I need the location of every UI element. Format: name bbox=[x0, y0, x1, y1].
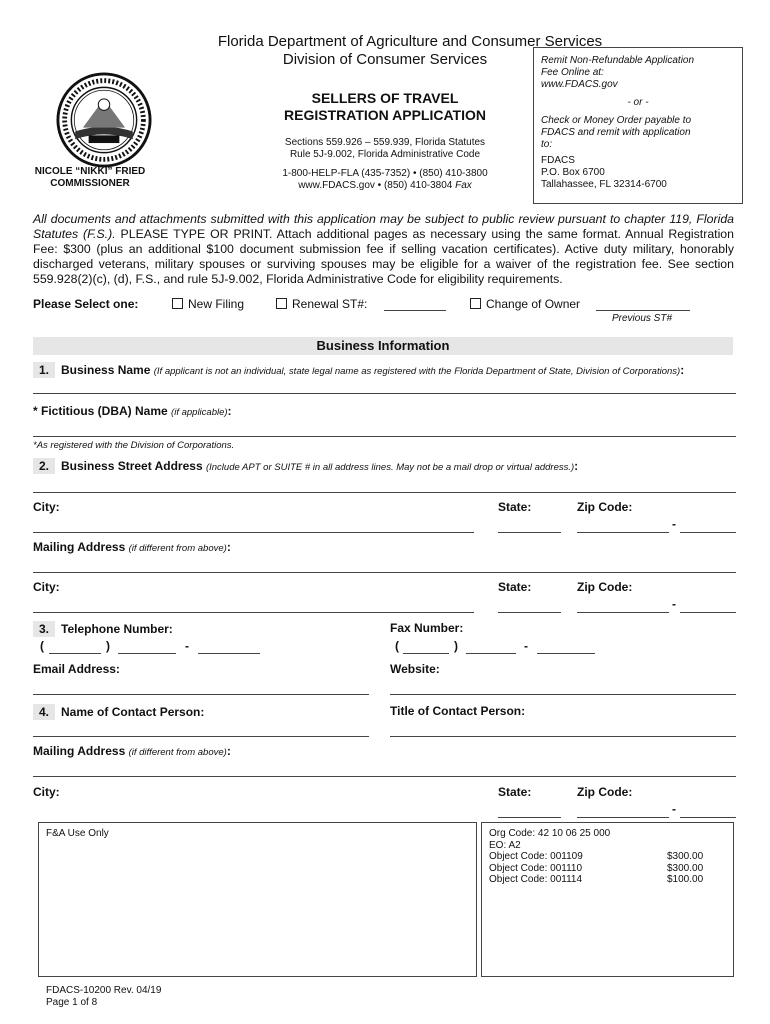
public-review-notice: All documents and attachments submitted with this application may be subject to public review pursuant to chapter 119, Florida Statutes (F.S.). bbox=[33, 212, 734, 241]
state-label: State: bbox=[498, 500, 532, 514]
mailing-text: Mailing Address bbox=[33, 540, 126, 554]
previous-st-field[interactable] bbox=[596, 310, 690, 311]
new-filing-label: New Filing bbox=[188, 297, 245, 311]
mailing-state-label: State: bbox=[498, 580, 532, 594]
contact-phones: 1-800-HELP-FLA (435-7352) • (850) 410-3800 bbox=[282, 168, 488, 179]
contact-mailing-label bbox=[33, 744, 231, 758]
telephone-text: Telephone Number: bbox=[61, 622, 173, 636]
business-name-note: (If applicant is not an individual, state legal name as registered with the Florida Department of State, Division of Corporations) bbox=[153, 366, 681, 377]
dba-colon: : bbox=[227, 404, 232, 418]
contact-name-field[interactable] bbox=[33, 736, 369, 737]
contact-zip-field[interactable] bbox=[577, 817, 669, 818]
fa-use-label: F&A Use Only bbox=[46, 828, 109, 839]
remit-check3: to: bbox=[541, 139, 553, 150]
email-label: Email Address: bbox=[33, 662, 120, 676]
remit-line1: Remit Non-Refundable Application bbox=[541, 55, 695, 66]
mailing-zip-ext-field[interactable] bbox=[680, 612, 736, 613]
field-number-1: 1. bbox=[33, 362, 55, 378]
change-owner-label: Change of Owner bbox=[486, 297, 581, 311]
object-code-row bbox=[489, 863, 707, 875]
previous-st-label: Previous ST# bbox=[612, 313, 673, 324]
contact-text: Name of Contact Person: bbox=[61, 705, 205, 719]
intro-paragraph bbox=[33, 212, 734, 287]
phone-area-code-field[interactable] bbox=[49, 653, 101, 654]
dba-field[interactable] bbox=[33, 436, 736, 437]
eo-code: EO: A2 bbox=[489, 839, 521, 851]
commissioner-name: NICOLE “NIKKI” FRIED bbox=[34, 166, 146, 177]
remit-check1: Check or Money Order payable to bbox=[541, 115, 692, 126]
agency-name: Florida Department of Agriculture and Consumer Services bbox=[217, 33, 603, 50]
mailing-city-label: City: bbox=[33, 580, 60, 594]
object-code-label: Object Code: 001110 bbox=[489, 862, 583, 874]
street-colon: : bbox=[574, 459, 579, 473]
fax-number-label: Fax Number: bbox=[390, 621, 464, 635]
contact-zip-label: Zip Code: bbox=[577, 785, 633, 799]
statutes-line2: Rule 5J-9.002, Florida Administrative Code bbox=[289, 149, 481, 160]
remit-addr2: P.O. Box 6700 bbox=[541, 167, 605, 178]
mailing-address-field[interactable] bbox=[33, 572, 736, 573]
field-number-3: 3. bbox=[33, 621, 55, 637]
city-label: City: bbox=[33, 500, 60, 514]
contact-mailing-colon: : bbox=[226, 744, 231, 758]
zip-ext-field[interactable] bbox=[680, 532, 736, 533]
field-number-2: 2. bbox=[33, 458, 55, 474]
new-filing-option[interactable] bbox=[172, 297, 244, 311]
contact-state-field[interactable] bbox=[498, 817, 561, 818]
phone-dash: - bbox=[185, 639, 189, 653]
statutes-line1: Sections 559.926 – 559.939, Florida Statutes bbox=[284, 137, 486, 148]
division-name: Division of Consumer Services bbox=[282, 51, 488, 68]
zip-label: Zip Code: bbox=[577, 500, 633, 514]
form-title-line2: REGISTRATION APPLICATION bbox=[284, 107, 486, 123]
email-field[interactable] bbox=[33, 694, 369, 695]
city-field[interactable] bbox=[33, 532, 474, 533]
fax-label: Fax bbox=[455, 180, 472, 191]
telephone-label bbox=[33, 621, 173, 637]
phone-paren-open: ( bbox=[40, 639, 44, 653]
page-number: Page 1 of 8 bbox=[46, 997, 98, 1008]
mailing-zip-dash: - bbox=[672, 597, 676, 611]
contact-mailing-text: Mailing Address bbox=[33, 744, 126, 758]
zip-field[interactable] bbox=[577, 532, 669, 533]
phone-line-field[interactable] bbox=[198, 653, 260, 654]
website-label: Website: bbox=[390, 662, 440, 676]
contact-title-field[interactable] bbox=[390, 736, 736, 737]
remit-addr1: FDACS bbox=[541, 155, 575, 166]
renewal-option[interactable] bbox=[276, 297, 367, 311]
street-address-field[interactable] bbox=[33, 492, 736, 493]
renewal-checkbox[interactable] bbox=[276, 298, 287, 309]
contact-mailing-field[interactable] bbox=[33, 776, 736, 777]
business-name-colon: : bbox=[680, 363, 685, 377]
fax-line-field[interactable] bbox=[537, 653, 595, 654]
object-code-amount: $300.00 bbox=[667, 862, 704, 874]
fax-paren-open: ( bbox=[395, 639, 399, 653]
dba-note: (if applicable) bbox=[171, 407, 228, 418]
fax-paren-close: ) bbox=[454, 639, 458, 653]
remit-box bbox=[533, 47, 743, 204]
dba-text: Fictitious (DBA) Name bbox=[41, 404, 168, 418]
form-number: FDACS-10200 Rev. 04/19 bbox=[46, 985, 162, 996]
mailing-zip-field[interactable] bbox=[577, 612, 669, 613]
object-code-label: Object Code: 001109 bbox=[489, 851, 583, 862]
select-label: Please Select one: bbox=[33, 297, 139, 311]
zip-dash: - bbox=[672, 517, 676, 531]
state-seal-icon bbox=[56, 72, 152, 168]
mailing-zip-label: Zip Code: bbox=[577, 580, 633, 594]
change-owner-checkbox[interactable] bbox=[470, 298, 481, 309]
business-name-label bbox=[33, 362, 684, 378]
website-field[interactable] bbox=[390, 694, 736, 695]
mailing-colon: : bbox=[226, 540, 231, 554]
org-code: Org Code: 42 10 06 25 000 bbox=[489, 828, 611, 839]
street-note: (Include APT or SUITE # in all address lines. May not be a mail drop or virtual address.) bbox=[205, 462, 575, 473]
dba-asterisk: * bbox=[33, 404, 38, 418]
contact-zip-dash: - bbox=[672, 802, 676, 816]
renewal-label: Renewal ST#: bbox=[292, 297, 368, 311]
object-code-row bbox=[489, 874, 707, 886]
remit-or: - or - bbox=[627, 97, 649, 108]
street-text: Business Street Address bbox=[61, 459, 203, 473]
remit-line2: Fee Online at: bbox=[541, 67, 604, 78]
remit-addr3: Tallahassee, FL 32314-6700 bbox=[541, 179, 667, 190]
form-title-line1: SELLERS OF TRAVEL bbox=[311, 90, 459, 106]
object-code-row bbox=[489, 851, 707, 863]
intro-instructions: PLEASE TYPE OR PRINT. Attach additional pages as necessary using the same format. Annual Registration Fee: $300 (plus an additional $100 document submission fee if selling vacation certificates). Active duty military, honorably discharged veterans, military spouses or surviving spouses may be eligible for a waiver of the registration fee. See section 559.928(2)(c), (d), F.S., and rule 5J-9.002, Florida Administrative Code for eligibility requirements. bbox=[33, 227, 734, 286]
contact-title-label: Title of Contact Person: bbox=[390, 704, 526, 718]
section-title: Business Information bbox=[316, 338, 450, 353]
street-address-label bbox=[33, 458, 578, 474]
website-fax-line: www.FDACS.gov • (850) 410-3804 bbox=[298, 180, 453, 191]
fax-prefix-field[interactable] bbox=[466, 653, 516, 654]
contact-state-label: State: bbox=[498, 785, 532, 799]
change-owner-option[interactable] bbox=[470, 297, 580, 311]
business-name-field[interactable] bbox=[33, 393, 736, 394]
renewal-st-field[interactable] bbox=[384, 310, 446, 311]
contact-name-label bbox=[33, 704, 204, 720]
field-number-4: 4. bbox=[33, 704, 55, 720]
dba-label bbox=[33, 404, 232, 418]
fax-area-code-field[interactable] bbox=[403, 653, 449, 654]
object-code-label: Object Code: 001114 bbox=[489, 874, 583, 885]
mailing-note: (if different from above) bbox=[128, 543, 227, 554]
mailing-city-field[interactable] bbox=[33, 612, 474, 613]
commissioner-title: COMMISSIONER bbox=[50, 178, 130, 189]
registered-note: *As registered with the Division of Corporations. bbox=[33, 440, 235, 451]
fax-dash: - bbox=[524, 639, 528, 653]
object-code-amount: $100.00 bbox=[667, 874, 704, 885]
mailing-address-label bbox=[33, 540, 231, 554]
mailing-state-field[interactable] bbox=[498, 612, 561, 613]
state-field[interactable] bbox=[498, 532, 561, 533]
contact-zip-ext-field[interactable] bbox=[680, 817, 736, 818]
contact-city-label: City: bbox=[33, 785, 60, 799]
fa-use-box bbox=[38, 822, 477, 977]
business-name-text: Business Name bbox=[61, 363, 151, 377]
object-code-amount: $300.00 bbox=[667, 851, 704, 862]
contact-mailing-note: (if different from above) bbox=[128, 747, 227, 758]
phone-prefix-field[interactable] bbox=[118, 653, 176, 654]
remit-check2: FDACS and remit with application bbox=[541, 127, 691, 138]
new-filing-checkbox[interactable] bbox=[172, 298, 183, 309]
remit-url: www.FDACS.gov bbox=[541, 79, 618, 90]
phone-paren-close: ) bbox=[106, 639, 110, 653]
